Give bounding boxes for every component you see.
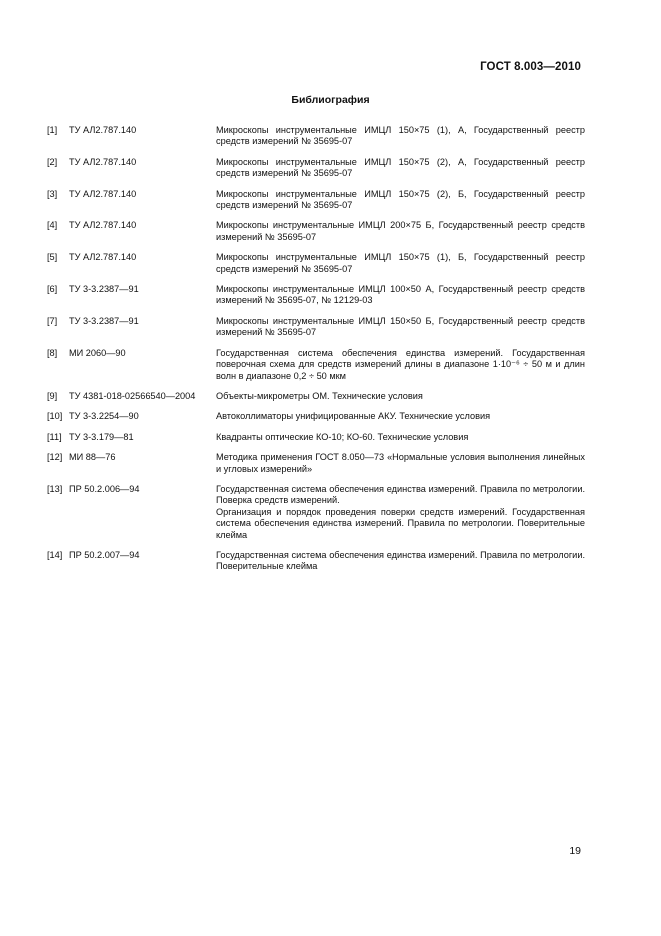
bibliography-entry <box>47 348 585 382</box>
entry-number: [14] <box>47 549 63 560</box>
entry-description <box>216 348 585 382</box>
entry-reference-code: ТУ 3-3.2387—91 <box>69 284 139 295</box>
entry-description <box>216 284 585 307</box>
entry-description <box>216 550 585 573</box>
bibliography-entry <box>47 550 585 573</box>
entry-description-text: Методика применения ГОСТ 8.050—73 «Нормальные условия выполнения линейных и угловых измерений» <box>216 452 585 474</box>
entry-description-text: Микроскопы инструментальные ИМЦЛ 150×50 Б, Государственный реестр средств измерений № 35695-07 <box>216 315 585 338</box>
entry-description <box>216 220 585 243</box>
entry-description-text: Объекты-микрометры ОМ. Технические условия <box>216 390 423 401</box>
entry-number: [10] <box>47 411 63 422</box>
entry-number: [12] <box>47 452 63 463</box>
bibliography-entry <box>47 157 585 180</box>
entry-description-text: Микроскопы инструментальные ИМЦЛ 100×50 А, Государственный реестр средств измерений № 35695-07, № 12129-03 <box>216 284 585 306</box>
entry-number: [3] <box>47 188 58 199</box>
entry-number: [13] <box>47 483 63 494</box>
entry-description-text: Автоколлиматоры унифицированные АКУ. Технические условия <box>216 411 491 422</box>
entry-description <box>216 411 585 422</box>
entry-description <box>216 484 585 541</box>
entry-reference-code: ТУ АЛ2.787.140 <box>69 125 137 135</box>
entry-description-text: Государственная система обеспечения единства измерений. Правила по метрологии. Поверка средств измерений. <box>216 483 585 506</box>
document-number: ГОСТ 8.003—2010 <box>480 61 581 73</box>
bibliography-entry <box>47 432 585 443</box>
entry-number: [2] <box>47 156 58 167</box>
page-number: 19 <box>569 845 581 857</box>
entry-description <box>216 157 585 180</box>
bibliography-entry <box>47 284 585 307</box>
entry-description <box>216 252 585 275</box>
entry-number: [9] <box>47 390 58 401</box>
bibliography-list <box>47 125 585 582</box>
bibliography-entry <box>47 316 585 339</box>
entry-reference-code: ТУ 3-3.179—81 <box>69 431 134 442</box>
entry-description-text: Организация и порядок проведения поверки средств измерений. Государственная система обеспечения единства измерений. Правила по метрологии. Поверительные клейма <box>216 506 585 540</box>
entry-reference-code: МИ 88—76 <box>69 452 116 463</box>
entry-description-text: Микроскопы инструментальные ИМЦЛ 150×75 (1), Б, Государственный реестр средств измерений № 35695-07 <box>216 252 585 274</box>
bibliography-entry <box>47 391 585 402</box>
entry-reference-code: ПР 50.2.006—94 <box>69 483 140 494</box>
entry-number: [4] <box>47 220 58 231</box>
entry-description <box>216 125 585 148</box>
entry-description-text: Микроскопы инструментальные ИМЦЛ 150×75 (2), Б, Государственный реестр средств измерений № 35695-07 <box>216 188 585 211</box>
bibliography-entry <box>47 252 585 275</box>
bibliography-entry <box>47 411 585 422</box>
entry-reference-code: ТУ АЛ2.787.140 <box>69 188 137 199</box>
entry-description-text: Микроскопы инструментальные ИМЦЛ 150×75 (1), А, Государственный реестр средств измерений № 35695-07 <box>216 125 585 147</box>
entry-description-text: Микроскопы инструментальные ИМЦЛ 200×75 Б, Государственный реестр средств измерений № 35695-07 <box>216 220 585 242</box>
bibliography-entry <box>47 125 585 148</box>
entry-reference-code: ТУ 4381-018-02566540—2004 <box>69 390 196 401</box>
section-title: Библиография <box>291 94 370 106</box>
entry-description <box>216 432 585 443</box>
entry-number: [8] <box>47 347 58 358</box>
entry-description <box>216 391 585 402</box>
entry-number: [1] <box>47 125 58 135</box>
bibliography-entry <box>47 452 585 475</box>
entry-reference-code: ТУ 3-3.2254—90 <box>69 411 139 422</box>
entry-reference-code: ТУ 3-3.2387—91 <box>69 315 139 326</box>
entry-reference-code: МИ 2060—90 <box>69 347 126 358</box>
entry-reference-code: ТУ АЛ2.787.140 <box>69 220 137 231</box>
bibliography-entry <box>47 189 585 212</box>
entry-description <box>216 452 585 475</box>
bibliography-entry <box>47 484 585 541</box>
entry-description-text: Микроскопы инструментальные ИМЦЛ 150×75 (2), А, Государственный реестр средств измерений № 35695-07 <box>216 156 585 179</box>
entry-number: [5] <box>47 252 58 263</box>
entry-description-text: Государственная система обеспечения единства измерений. Правила по метрологии. Поверительные клейма <box>216 549 585 572</box>
entry-description-text: Государственная система обеспечения единства измерений. Государственная поверочная схема для средств измерений длины в диапазоне 1·10⁻⁶ ÷ 50 м и длин волн в диапазоне 0,2 ÷ 50 мкм <box>216 347 585 381</box>
entry-description <box>216 189 585 212</box>
entry-reference-code: ТУ АЛ2.787.140 <box>69 156 137 167</box>
entry-reference-code: ТУ АЛ2.787.140 <box>69 252 137 263</box>
entry-number: [6] <box>47 284 58 295</box>
entry-number: [7] <box>47 315 58 326</box>
entry-description-text: Квадранты оптические КО-10; КО-60. Технические условия <box>216 431 469 442</box>
entry-reference-code: ПР 50.2.007—94 <box>69 549 140 560</box>
entry-description <box>216 316 585 339</box>
entry-number: [11] <box>47 431 62 442</box>
bibliography-entry <box>47 220 585 243</box>
